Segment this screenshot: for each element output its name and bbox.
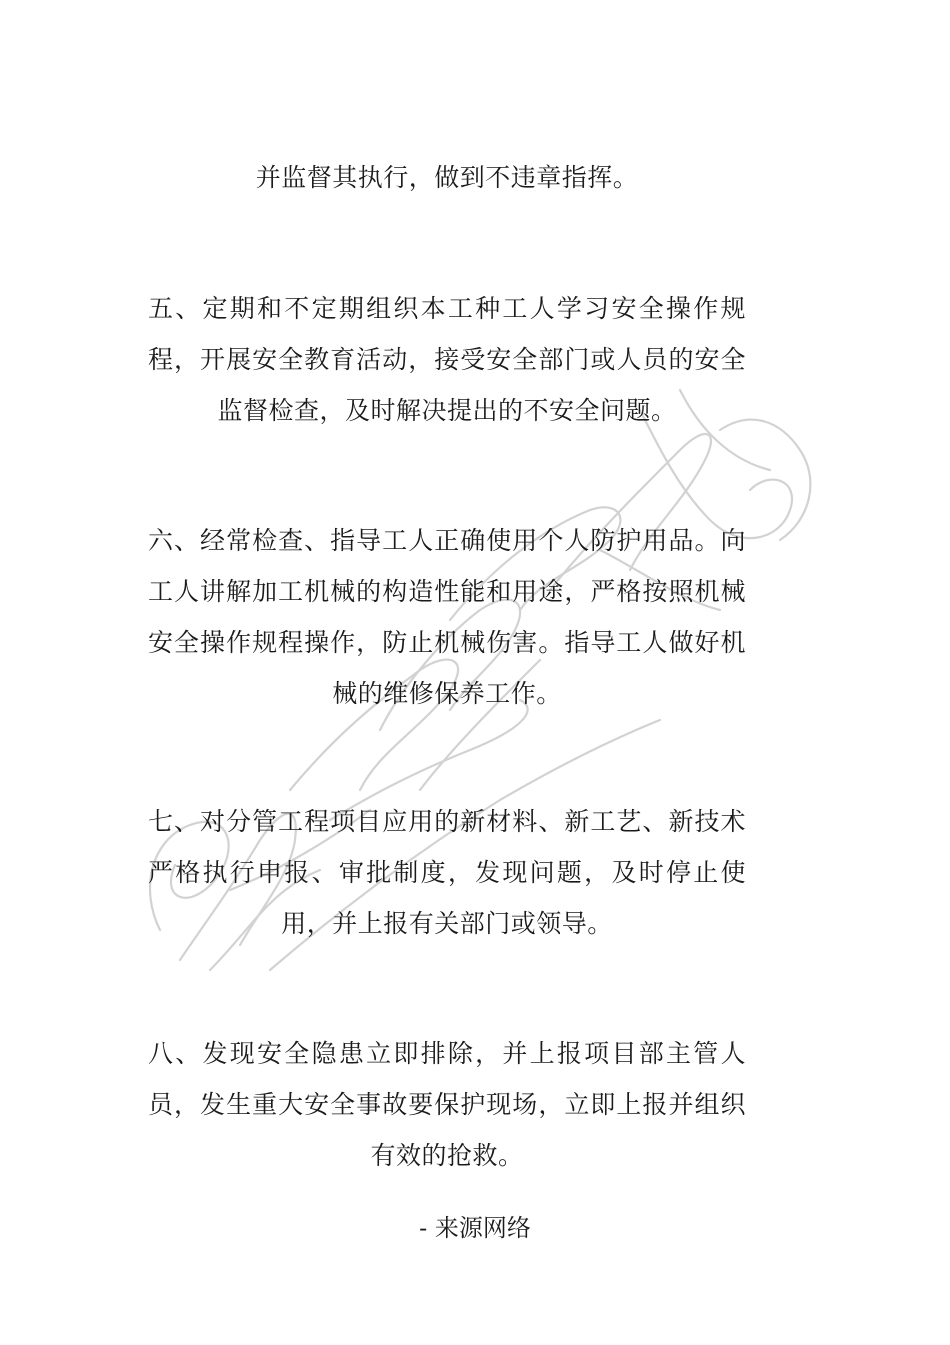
source-note: - 来源网络 — [419, 1214, 531, 1242]
paragraph-item-5: 五、定期和不定期组织本工种工人学习安全操作规程，开展安全教育活动，接受安全部门或人员的安全监督检查，及时解决提出的不安全问题。 — [148, 294, 746, 425]
paragraph-item-7: 七、对分管工程项目应用的新材料、新工艺、新技术严格执行申报、审批制度，发现问题，及时停止使用，并上报有关部门或领导。 — [148, 807, 746, 938]
paragraph-item-6: 六、经常检查、指导工人正确使用个人防护用品。向工人讲解加工机械的构造性能和用途，严格按照机械安全操作规程操作，防止机械伤害。指导工人做好机械的维修保养工作。 — [148, 526, 746, 708]
paragraph-continuation: 并监督其执行，做到不违章指挥。 — [255, 163, 639, 192]
paragraph-item-8: 八、发现安全隐患立即排除，并上报项目部主管人员，发生重大安全事故要保护现场，立即上报并组织有效的抢救。 — [148, 1039, 746, 1170]
